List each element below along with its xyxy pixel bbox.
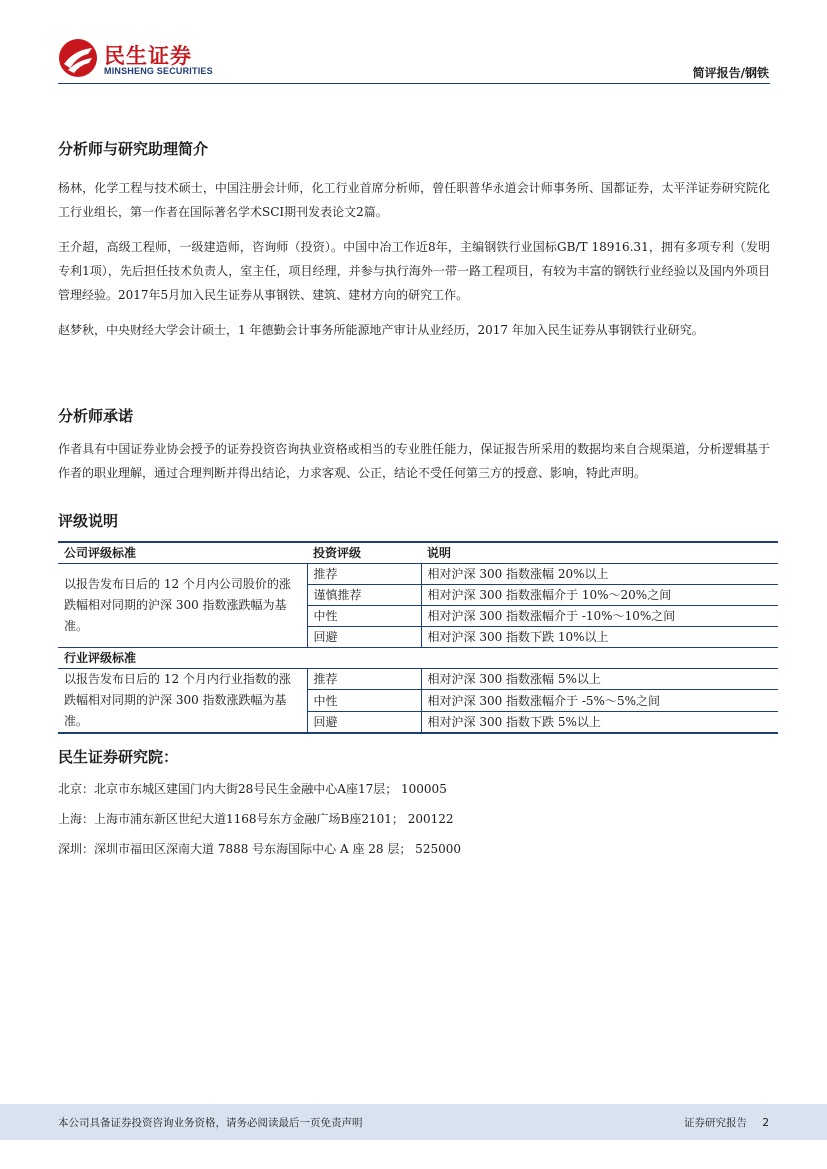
address-shenzhen: 深圳：深圳市福田区深南大道 7888 号东海国际中心 A 座 28 层； 525000 [58,842,461,856]
footer-right [684,1115,769,1130]
rating-description: 相对沪深 300 指数涨幅介于 10%～20%之间 [421,584,778,605]
institute-section-title: 民生证券研究院： [58,748,179,766]
rating-level: 推荐 [307,668,421,690]
header-divider [58,83,770,84]
minsheng-logo-icon [58,38,98,78]
rating-description: 相对沪深 300 指数涨幅介于 -5%～5%之间 [421,690,778,712]
industry-standard-header-row [58,647,778,668]
page-number: 2 [762,1117,769,1129]
rating-level: 中性 [307,605,421,626]
rating-level: 推荐 [307,563,421,584]
rating-table [58,541,778,734]
rating-level-header: 投资评级 [307,542,421,563]
analyst-bio-yang: 杨林，化学工程与技术硕士，中国注册会计师，化工行业首席分析师，曾任职普华永道会计师事务所、国都证券，太平洋证券研究院化工行业组长，第一作者在国际著名学术SCI期刊发表论文2篇。 [58,181,770,219]
rating-description: 相对沪深 300 指数下跌 5%以上 [421,711,778,733]
table-row [58,668,778,690]
industry-rating-basis: 以报告发布日后的 12 个月内行业指数的涨跌幅相对同期的沪深 300 指数涨跌幅为基准。 [58,668,307,733]
company-rating-basis: 以报告发布日后的 12 个月内公司股价的涨跌幅相对同期的沪深 300 指数涨跌幅为基准。 [58,563,307,647]
brand-name-en: MINSHENG SECURITIES [104,66,213,76]
analyst-bio-wang: 王介超，高级工程师，一级建造师，咨询师（投资）。中国中冶工作近8年，主编钢铁行业国标GB/T 18916.31，拥有多项专利（发明专利1项），先后担任技术负责人，室主任，项目经理，并参与执行海外一带一路工程项目，有较为丰富的钢铁行业经验以及国内外项目管理经验。2017年5月加入民生证券从事钢铁、建筑、建材方向的研究工作。 [58,240,770,302]
footer-report-label: 证券研究报告 [683,1117,747,1129]
industry-standard-header: 行业评级标准 [58,647,778,668]
company-standard-header: 公司评级标准 [58,542,307,563]
page-footer [0,1104,827,1140]
rating-level: 谨慎推荐 [307,584,421,605]
analysts-section-title: 分析师与研究助理简介 [58,140,209,158]
rating-description: 相对沪深 300 指数涨幅 5%以上 [421,668,778,690]
brand-name-cn: 民生证券 [104,44,192,68]
rating-section-title: 评级说明 [58,512,119,530]
rating-table-header-row [58,542,778,563]
rating-description: 相对沪深 300 指数下跌 10%以上 [421,626,778,647]
analyst-bio-zhao: 赵梦秋，中央财经大学会计硕士，1 年德勤会计事务所能源地产审计从业经历，2017 年加入民生证券从事钢铁行业研究。 [58,323,704,337]
address-shanghai: 上海：上海市浦东新区世纪大道1168号东方金融广场B座2101； 200122 [58,812,454,826]
commitment-section-title: 分析师承诺 [58,407,134,425]
report-type-label: 简评报告/钢铁 [692,66,769,80]
address-beijing: 北京：北京市东城区建国门内大街28号民生金融中心A座17层； 100005 [58,782,447,796]
page-header [0,0,827,90]
table-row [58,563,778,584]
rating-level: 回避 [307,711,421,733]
commitment-text: 作者具有中国证券业协会授予的证券投资咨询执业资格或相当的专业胜任能力，保证报告所采用的数据均来自合规渠道，分析逻辑基于作者的职业理解，通过合理判断并得出结论，力求客观、公正，结论不受任何第三方的授意、影响，特此声明。 [58,442,770,480]
rating-level: 回避 [307,626,421,647]
rating-description: 相对沪深 300 指数涨幅介于 -10%～10%之间 [421,605,778,626]
rating-desc-header: 说明 [421,542,778,563]
footer-disclaimer: 本公司具备证券投资咨询业务资格，请务必阅读最后一页免责声明 [58,1117,363,1129]
rating-description: 相对沪深 300 指数涨幅 20%以上 [421,563,778,584]
rating-level: 中性 [307,690,421,712]
